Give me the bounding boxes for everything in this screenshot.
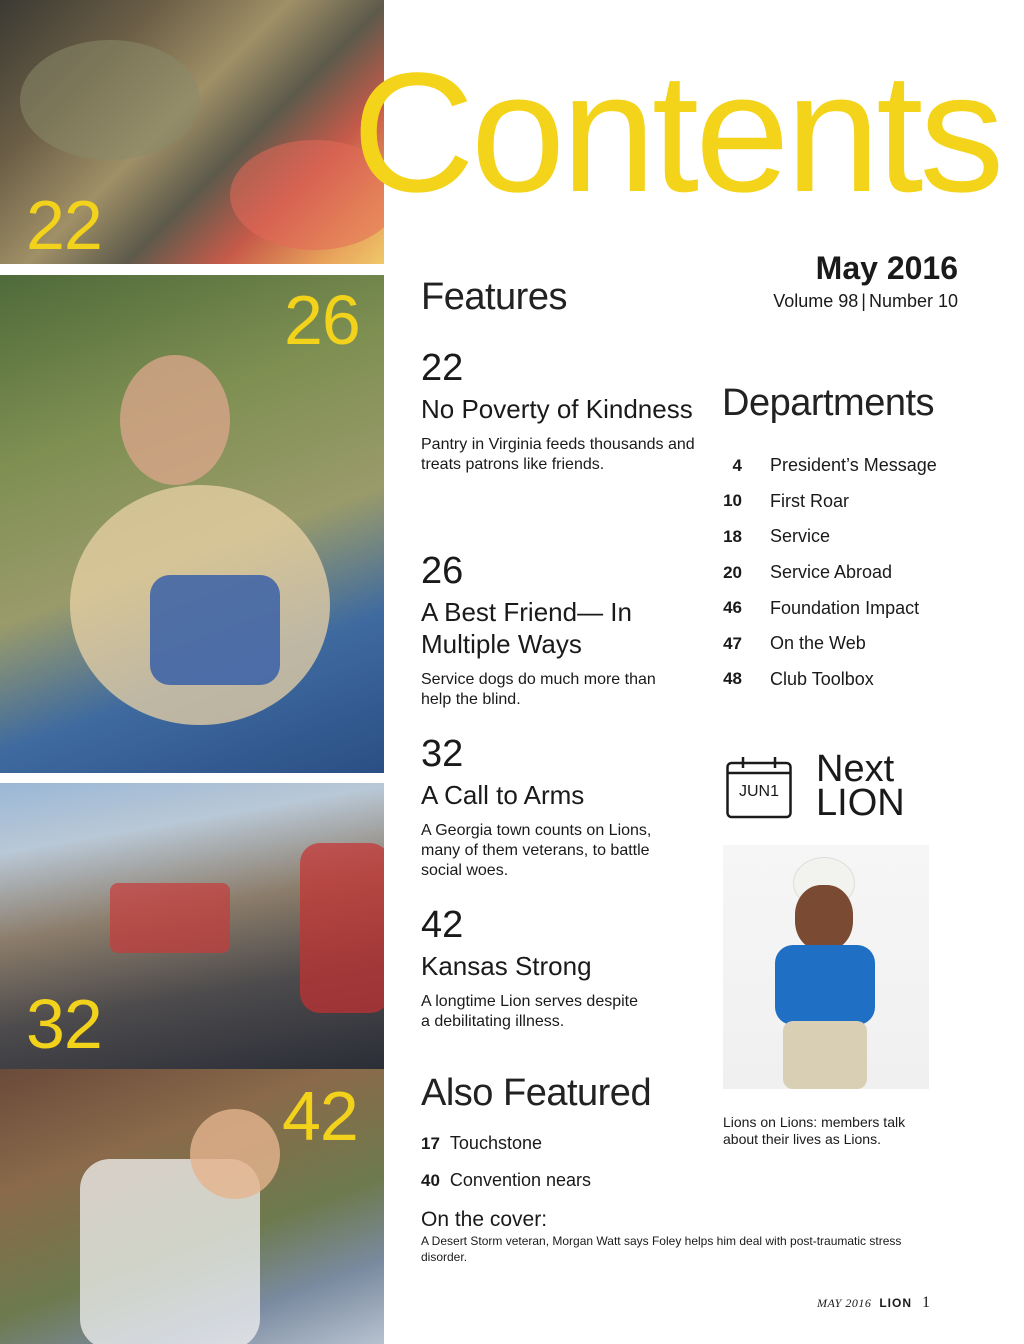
photo-shape (120, 355, 230, 485)
also-featured-page: 17 (421, 1133, 440, 1153)
department-page: 48 (723, 669, 742, 689)
feature-title: A Call to Arms (421, 780, 585, 810)
departments-heading: Departments (722, 382, 935, 424)
also-featured-title: Convention nears (449, 1170, 592, 1190)
feature-page-number: 26 (421, 550, 464, 592)
department-item[interactable] (708, 590, 968, 626)
department-item[interactable] (708, 448, 968, 484)
department-item[interactable] (708, 662, 968, 698)
cover-label: On the cover: (421, 1208, 548, 1231)
feature-item[interactable] (421, 552, 701, 710)
footer-magazine: LION (879, 1296, 912, 1310)
feature-title: Kansas Strong (421, 951, 592, 981)
photo-food-pantry (0, 0, 384, 264)
department-page: 20 (723, 562, 742, 582)
department-title: Foundation Impact (770, 597, 920, 618)
department-page: 47 (723, 633, 742, 653)
next-issue-caption: Lions on Lions: members talk about their lives as Lions. (723, 1114, 906, 1147)
feature-title: No Poverty of Kindness (421, 394, 693, 424)
feature-title: A Best Friend— In Multiple Ways (421, 597, 632, 659)
photo-shape (775, 945, 875, 1025)
photo-shape (300, 843, 384, 1013)
page-title: Contents (352, 38, 1001, 228)
feature-description: Service dogs do much more than help the blind. (421, 671, 656, 708)
photo-lion-member (723, 845, 929, 1089)
department-title: Service Abroad (770, 562, 893, 583)
photo-page-number: 26 (284, 281, 360, 359)
department-item[interactable] (708, 626, 968, 662)
photo-shape (795, 885, 853, 951)
next-lion-text (816, 748, 905, 824)
photo-shape (190, 1109, 280, 1199)
also-featured-list (421, 1125, 591, 1199)
also-featured-item[interactable] (421, 1162, 591, 1199)
department-title: On the Web (770, 633, 866, 654)
calendar-label: JUN1 (738, 783, 779, 800)
feature-page-number: 22 (421, 347, 464, 389)
lion-label: LION (816, 782, 905, 824)
also-featured-item[interactable] (421, 1125, 591, 1162)
also-featured-heading: Also Featured (421, 1072, 652, 1114)
department-item[interactable] (708, 555, 968, 591)
footer-date: MAY 2016 (816, 1295, 872, 1310)
department-item[interactable] (708, 484, 968, 520)
department-title: President’s Message (770, 455, 937, 476)
photo-kansas-strong (0, 1069, 384, 1344)
photo-page-number: 32 (26, 985, 102, 1063)
feature-page-number: 42 (421, 904, 464, 946)
department-item[interactable] (708, 519, 968, 555)
feature-description: Pantry in Virginia feeds thousands and treats patrons like friends. (421, 436, 695, 473)
feature-item[interactable] (421, 735, 701, 881)
feature-item[interactable] (421, 906, 701, 1032)
volume-label: Volume 98 (773, 291, 859, 311)
department-title: Service (770, 526, 831, 547)
department-page: 10 (723, 491, 742, 511)
next-issue-block (726, 748, 905, 824)
cover-description: A Desert Storm veteran, Morgan Watt says Foley helps him deal with post-traumatic stress disorder. (421, 1234, 902, 1264)
next-label: Next (816, 748, 895, 790)
issue-volume-number: Volume 98 | Number 10 (773, 291, 958, 311)
features-heading: Features (421, 276, 567, 318)
feature-item[interactable] (421, 349, 701, 475)
feature-description: A Georgia town counts on Lions, many of them veterans, to battle social woes. (421, 822, 652, 879)
also-featured-page: 40 (421, 1170, 440, 1190)
photo-page-number: 22 (26, 186, 102, 264)
photo-shape (20, 40, 200, 160)
photo-page-number: 42 (282, 1077, 358, 1155)
feature-description: A longtime Lion serves despite a debilitating illness. (421, 993, 639, 1030)
feature-page-number: 32 (421, 733, 464, 775)
photo-service-dog (0, 275, 384, 773)
department-page: 18 (723, 526, 742, 546)
also-featured-title: Touchstone (449, 1133, 542, 1153)
photo-shape (783, 1021, 867, 1089)
photo-shape (110, 883, 230, 953)
department-page: 46 (723, 598, 742, 618)
department-title: Club Toolbox (770, 668, 874, 689)
page-number: 1 (922, 1294, 930, 1311)
photo-veterans-salute (0, 783, 384, 1069)
department-page: 4 (732, 455, 742, 475)
photo-shape (150, 575, 280, 685)
issue-date: May 2016 (815, 250, 958, 286)
departments-list (708, 448, 968, 697)
department-title: First Roar (770, 490, 850, 511)
calendar-icon (726, 755, 790, 817)
number-label: Number 10 (868, 291, 958, 311)
page-footer (817, 1294, 930, 1312)
